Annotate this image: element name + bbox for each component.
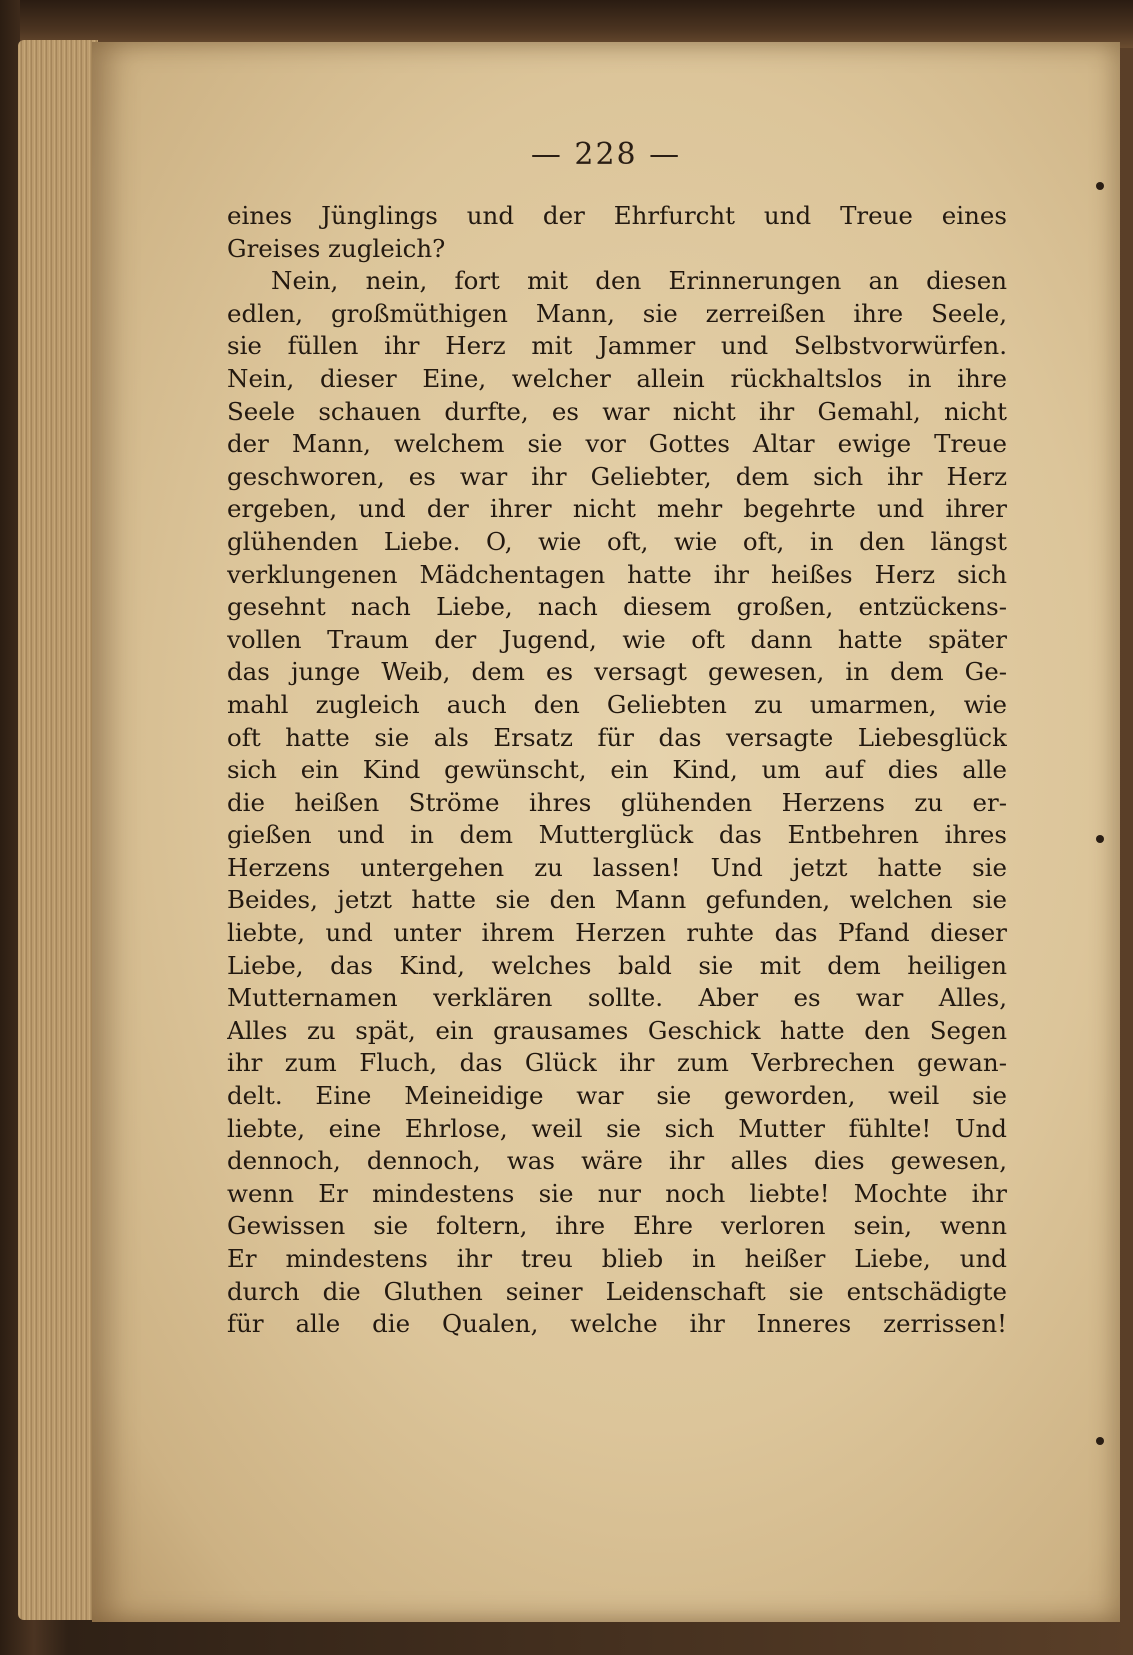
text-line: liebte, eine Ehrlose, weil sie sich Mutter fühlte! Und: [227, 1113, 1007, 1143]
text-line: vollen Traum der Jugend, wie oft dann hatte später: [227, 624, 1007, 654]
text-line: glühenden Liebe. O, wie oft, wie oft, in den längst: [227, 526, 1007, 556]
text-line: ihr zum Fluch, das Glück ihr zum Verbrechen gewan-: [227, 1048, 1007, 1078]
page-edges: [18, 40, 98, 1620]
text-line: die heißen Ströme ihres glühenden Herzens zu er-: [227, 787, 1007, 817]
text-line: Beides, jetzt hatte sie den Mann gefunden, welchen sie: [227, 885, 1007, 915]
body-text: [227, 200, 1007, 1341]
margin-mark: [1096, 182, 1104, 190]
text-line: Nein, nein, fort mit den Erinnerungen an diesen: [271, 266, 1007, 296]
text-line: sich ein Kind gewünscht, ein Kind, um auf dies alle: [227, 755, 1007, 785]
text-line: gießen und in dem Mutterglück das Entbehren ihres: [227, 820, 1007, 850]
text-line: delt. Eine Meineidige war sie geworden, weil sie: [227, 1081, 1007, 1111]
text-line: für alle die Qualen, welche ihr Inneres zerrissen!: [227, 1309, 1007, 1339]
text-line: Mutternamen verklären sollte. Aber es war Alles,: [227, 983, 1007, 1013]
text-line: Er mindestens ihr treu blieb in heißer Liebe, und: [227, 1244, 1007, 1273]
book-top-edge: [20, 0, 1133, 48]
text-line: Seele schauen durfte, es war nicht ihr Gemahl, nicht: [227, 396, 1007, 426]
text-line: geschworen, es war ihr Geliebter, dem sich ihr Herz: [227, 461, 1007, 491]
margin-mark: [1096, 835, 1104, 843]
text-line: wenn Er mindestens sie nur noch liebte! Mochte ihr: [227, 1178, 1007, 1208]
text-line: edlen, großmüthigen Mann, sie zerreißen ihre Seele,: [227, 298, 1007, 328]
text-line: liebte, und unter ihrem Herzen ruhte das Pfand dieser: [227, 918, 1007, 948]
text-line: eines Jünglings und der Ehrfurcht und Treue eines: [227, 201, 1007, 230]
text-line: dennoch, dennoch, was wäre ihr alles dies gewesen,: [227, 1146, 1007, 1176]
page-number: — 228 —: [530, 137, 682, 172]
text-line: Greises zugleich?: [227, 233, 446, 263]
text-line: mahl zugleich auch den Geliebten zu umarmen, wie: [227, 689, 1007, 719]
text-line: verklungenen Mädchentagen hatte ihr heißes Herz sich: [227, 559, 1007, 589]
text-line: oft hatte sie als Ersatz für das versagte Liebesglück: [227, 722, 1007, 752]
text-line: Liebe, das Kind, welches bald sie mit dem heiligen: [227, 950, 1007, 980]
text-line: der Mann, welchem sie vor Gottes Altar ewige Treue: [227, 429, 1007, 459]
text-line: Alles zu spät, ein grausames Geschick hatte den Segen: [227, 1015, 1007, 1045]
text-line: ergeben, und der ihrer nicht mehr begehrte und ihrer: [227, 494, 1007, 524]
book-page: [92, 42, 1120, 1622]
text-line: sie füllen ihr Herz mit Jammer und Selbstvorwürfen.: [227, 331, 1007, 361]
text-line: Nein, dieser Eine, welcher allein rückhaltslos in ihre: [227, 363, 1007, 393]
text-line: Herzens untergehen zu lassen! Und jetzt hatte sie: [227, 852, 1007, 882]
text-line: Gewissen sie foltern, ihre Ehre verloren sein, wenn: [227, 1211, 1007, 1241]
text-line: gesehnt nach Liebe, nach diesem großen, entzückens-: [227, 592, 1007, 622]
text-line: durch die Gluthen seiner Leidenschaft sie entschädigte: [227, 1276, 1007, 1306]
text-line: das junge Weib, dem es versagt gewesen, in dem Ge-: [227, 657, 1007, 687]
margin-mark: [1096, 1437, 1104, 1445]
